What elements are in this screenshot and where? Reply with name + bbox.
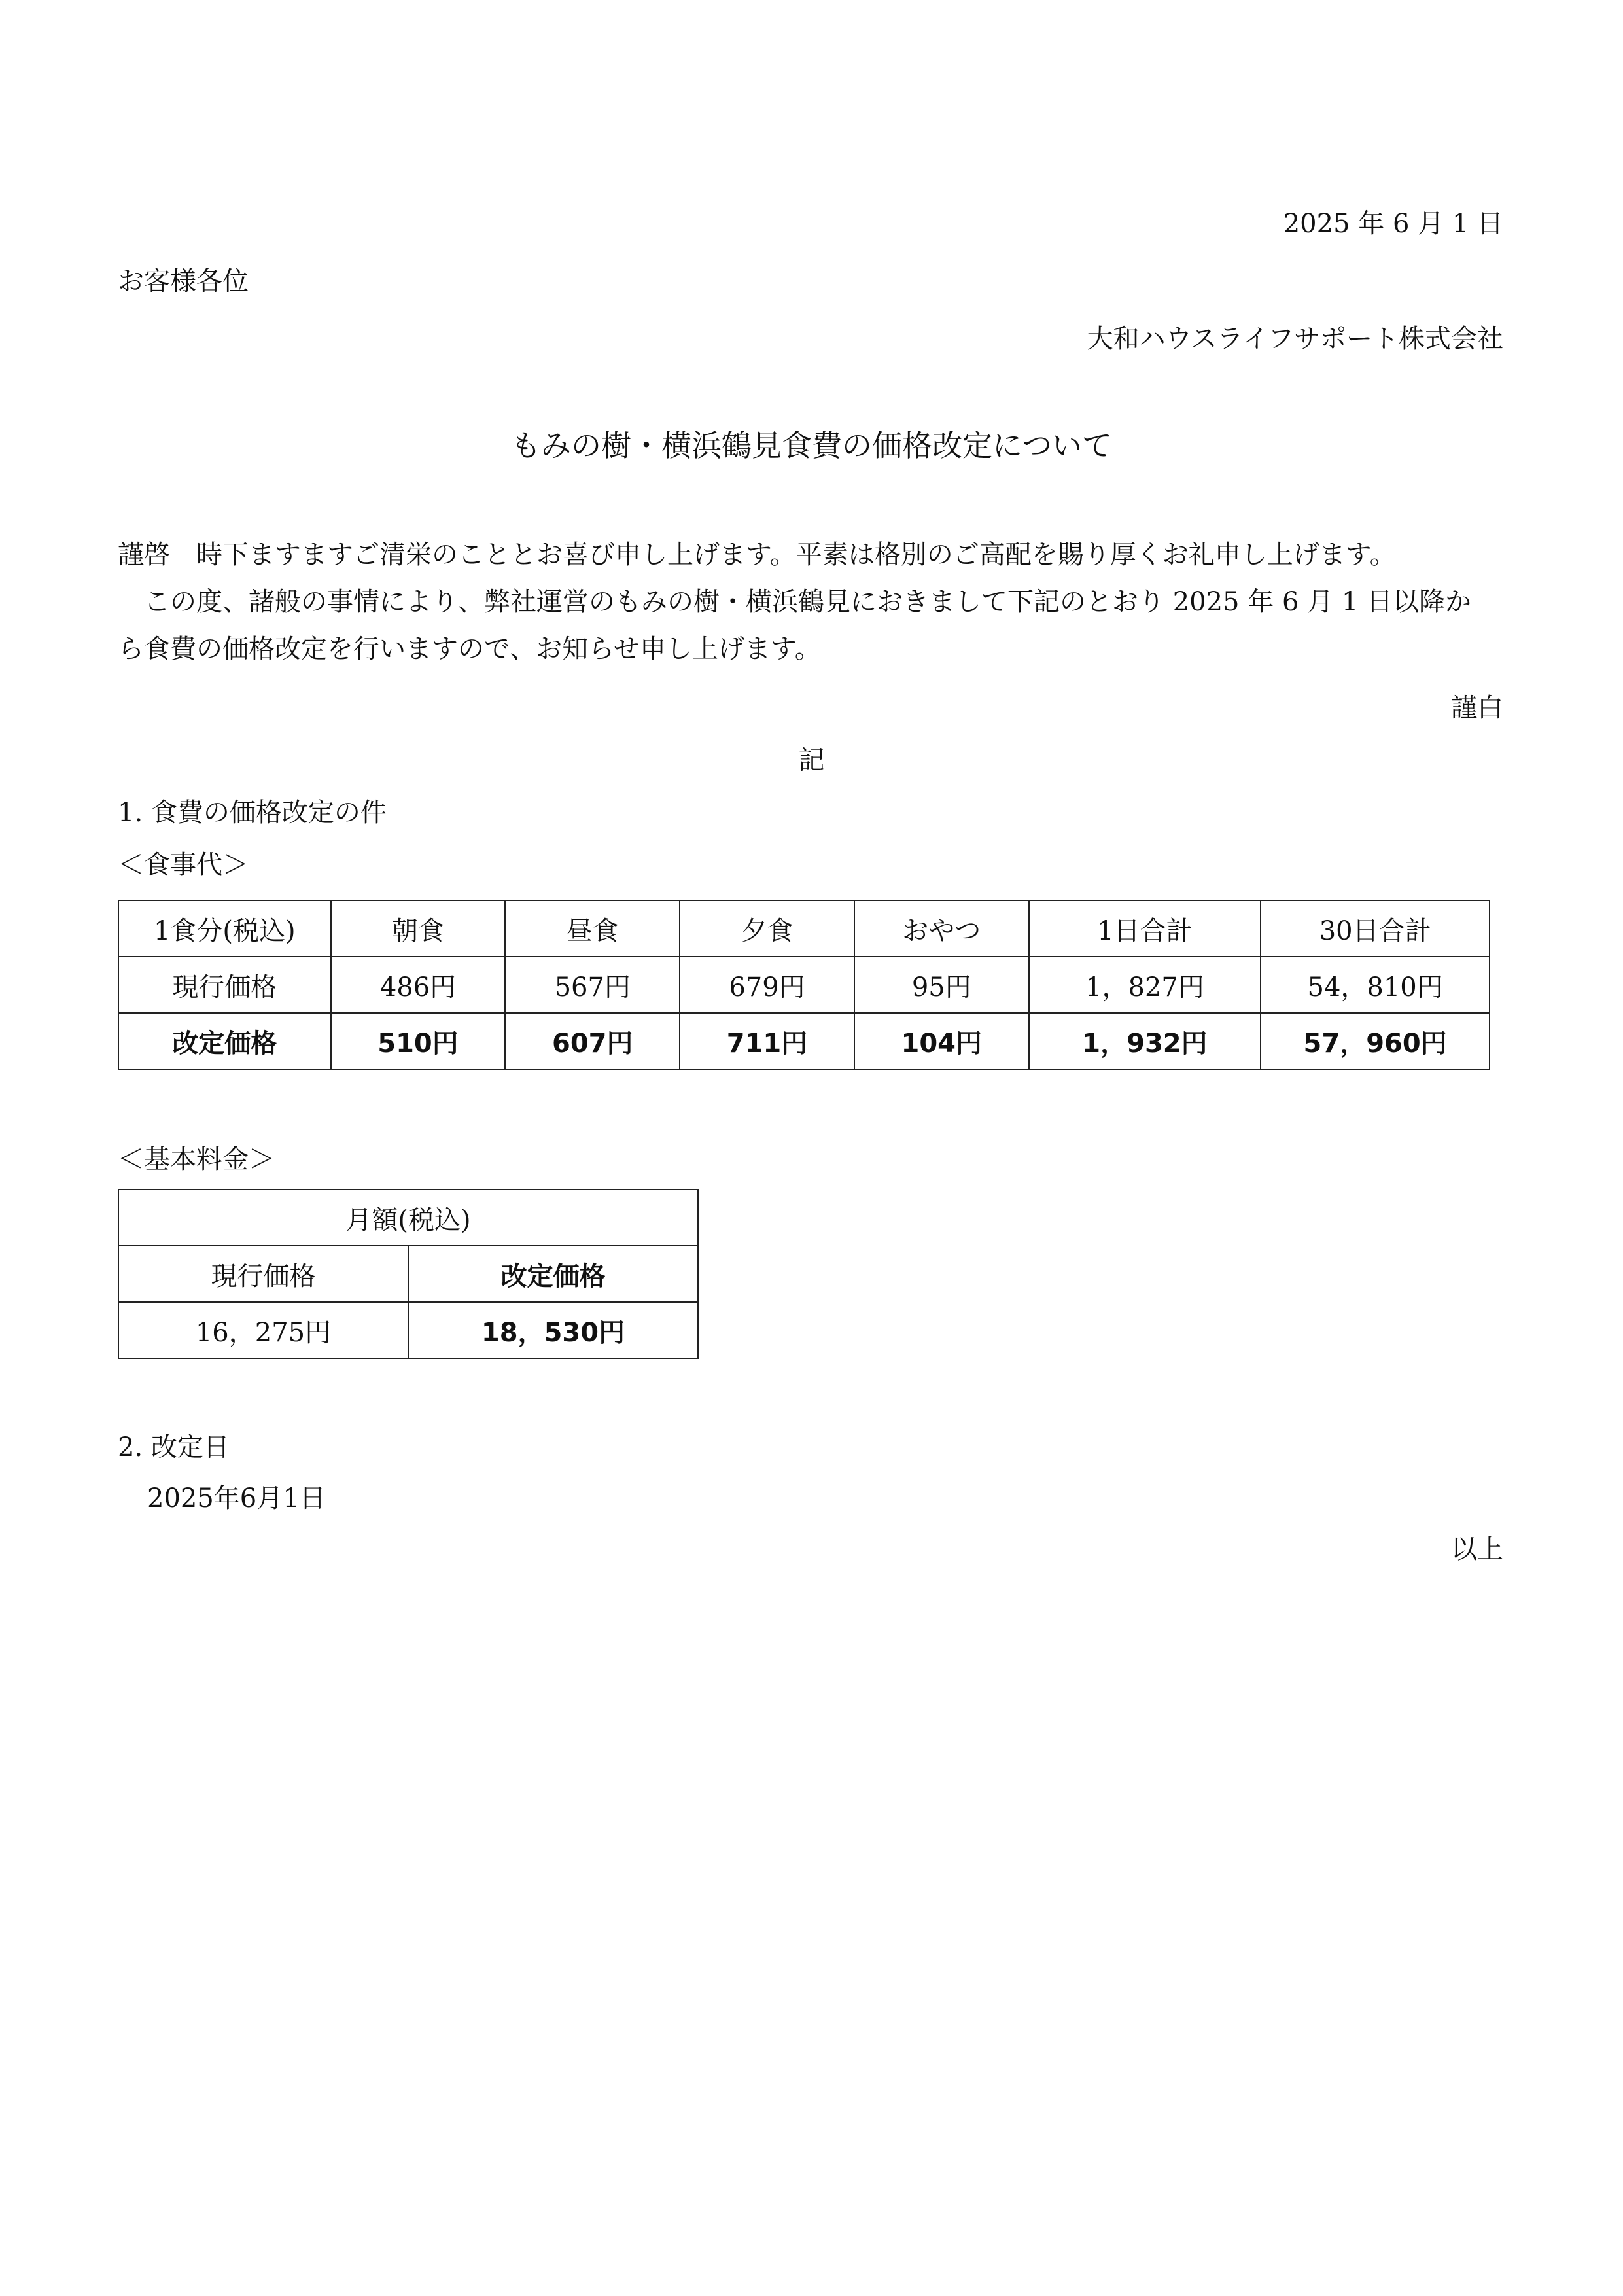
- column-label-revised: 改定価格: [408, 1246, 698, 1302]
- row-label: 現行価格: [118, 957, 331, 1013]
- table-cell: 54，810円: [1261, 957, 1490, 1013]
- body-text: [118, 531, 1503, 673]
- table-row-current: [118, 957, 1490, 1013]
- table-header-row: [118, 900, 1490, 957]
- header-cell: 1食分(税込): [118, 900, 331, 957]
- column-label-current: 現行価格: [118, 1246, 408, 1302]
- header-cell: おやつ: [854, 900, 1029, 957]
- header-cell: 朝食: [331, 900, 506, 957]
- header-cell: 30日合計: [1261, 900, 1490, 957]
- table-cell: 510円: [331, 1013, 506, 1069]
- value-current: 16，275円: [118, 1302, 408, 1358]
- table-cell: 104円: [854, 1013, 1029, 1069]
- table-cell: 1，827円: [1029, 957, 1261, 1013]
- section2-heading: 2. 改定日: [118, 1432, 230, 1462]
- header-cell: 夕食: [680, 900, 854, 957]
- closing-kinpaku: 謹白: [1451, 693, 1503, 723]
- meal-subheading: ＜食事代＞: [118, 850, 249, 880]
- greeting-line: 謹啓 時下ますますご清栄のこととお喜び申し上げます。平素は格別のご高配を賜り厚くお礼申し上げます。: [118, 540, 1396, 570]
- table-row-revised: [118, 1013, 1490, 1069]
- basic-fee-table: [118, 1189, 699, 1359]
- closing-ijou: 以上: [1451, 1534, 1503, 1564]
- table-cell: 95円: [854, 957, 1029, 1013]
- row-label: 改定価格: [118, 1013, 331, 1069]
- paragraph-line-1: この度、諸般の事情により、弊社運営のもみの樹・横浜鶴見におきまして下記のとおり 2025 年 6 月 1 日以降か: [144, 587, 1471, 617]
- table-cell: 57，960円: [1261, 1013, 1490, 1069]
- table-cell: 1，932円: [1029, 1013, 1261, 1069]
- table-row: [118, 1246, 698, 1302]
- ki-marker: 記: [798, 745, 825, 775]
- header-cell: 月額(税込): [118, 1190, 698, 1246]
- header-cell: 1日合計: [1029, 900, 1261, 957]
- meal-price-table: [118, 900, 1490, 1070]
- value-revised: 18，530円: [408, 1302, 698, 1358]
- table-row: [118, 1302, 698, 1358]
- table-header-row: [118, 1190, 698, 1246]
- basic-fee-subheading: ＜基本料金＞: [118, 1144, 275, 1174]
- company-name: 大和ハウスライフサポート株式会社: [1087, 324, 1503, 354]
- table-cell: 711円: [680, 1013, 854, 1069]
- document-date: 2025 年 6 月 1 日: [1283, 209, 1503, 239]
- section1-heading: 1. 食費の価格改定の件: [118, 798, 387, 828]
- document-title: もみの樹・横浜鶴見食費の価格改定について: [510, 428, 1113, 463]
- table-cell: 567円: [505, 957, 680, 1013]
- addressee: お客様各位: [118, 266, 249, 296]
- paragraph-line-2: ら食費の価格改定を行いますので、お知らせ申し上げます。: [118, 634, 821, 664]
- table-cell: 607円: [505, 1013, 680, 1069]
- revision-date: 2025年6月1日: [147, 1483, 326, 1513]
- header-cell: 昼食: [505, 900, 680, 957]
- table-cell: 486円: [331, 957, 506, 1013]
- table-cell: 679円: [680, 957, 854, 1013]
